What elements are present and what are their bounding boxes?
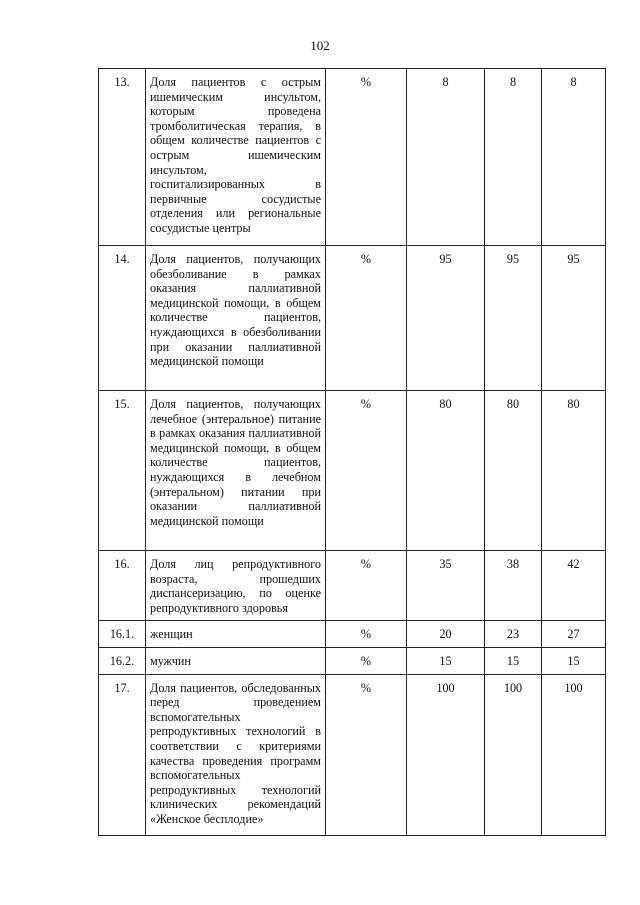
table-row: [99, 391, 606, 551]
unit-cell: %: [326, 246, 407, 391]
value-year-1: 8: [407, 69, 485, 246]
value-year-1: 95: [407, 246, 485, 391]
indicator-name: мужчин: [146, 647, 326, 674]
table-row: [99, 246, 606, 391]
page-number: 102: [310, 38, 330, 53]
value-year-2: 38: [485, 551, 542, 621]
indicator-name: Доля пациентов, получающих лечебное (энтеральное) питание в рамках оказания паллиативной медицинской помощи, в общем количестве пациентов, нуждающихся в лечебном (энтеральном) питании при оказании паллиативной медицинской помощи: [146, 391, 326, 551]
unit-cell: %: [326, 621, 407, 648]
unit-cell: %: [326, 391, 407, 551]
table-row: [99, 69, 606, 246]
unit-cell: %: [326, 69, 407, 246]
value-year-3: 8: [542, 69, 606, 246]
value-year-1: 15: [407, 647, 485, 674]
row-number: 16.: [99, 551, 146, 621]
value-year-2: 15: [485, 647, 542, 674]
value-year-2: 95: [485, 246, 542, 391]
value-year-3: 42: [542, 551, 606, 621]
indicator-name: Доля пациентов, получающих обезболивание в рамках оказания паллиативной медицинской помощи, в общем количестве пациентов, нуждающихся в обезболивании при оказании паллиативной медицинской помощи: [146, 246, 326, 391]
row-number: 16.1.: [99, 621, 146, 648]
unit-cell: %: [326, 647, 407, 674]
value-year-2: 23: [485, 621, 542, 648]
unit-cell: %: [326, 551, 407, 621]
value-year-2: 8: [485, 69, 542, 246]
row-number: 14.: [99, 246, 146, 391]
value-year-3: 27: [542, 621, 606, 648]
value-year-1: 80: [407, 391, 485, 551]
indicators-table: [98, 68, 606, 836]
table-row: [99, 647, 606, 674]
value-year-3: 95: [542, 246, 606, 391]
indicator-name: Доля пациентов, обследованных перед проведением вспомогательных репродуктивных технологий в соответствии с критериями качества проведения программ вспомогательных репродуктивных технологий клинических рекомендаций «Женское бесплодие»: [146, 674, 326, 835]
value-year-3: 100: [542, 674, 606, 835]
unit-cell: %: [326, 674, 407, 835]
indicator-name: женщин: [146, 621, 326, 648]
indicator-name: Доля пациентов с острым ишемическим инсультом, которым проведена тромболитическая терапия, в общем количестве пациентов с острым ишемическим инсультом, госпитализированных в первичные сосудистые отделения или региональные сосудистые центры: [146, 69, 326, 246]
value-year-1: 100: [407, 674, 485, 835]
row-number: 16.2.: [99, 647, 146, 674]
value-year-1: 35: [407, 551, 485, 621]
row-number: 17.: [99, 674, 146, 835]
value-year-3: 80: [542, 391, 606, 551]
value-year-2: 100: [485, 674, 542, 835]
value-year-3: 15: [542, 647, 606, 674]
value-year-2: 80: [485, 391, 542, 551]
indicator-name: Доля лиц репродуктивного возраста, прошедших диспансеризацию, по оценке репродуктивного здоровья: [146, 551, 326, 621]
table-row: [99, 621, 606, 648]
row-number: 15.: [99, 391, 146, 551]
row-number: 13.: [99, 69, 146, 246]
table-row: [99, 674, 606, 835]
value-year-1: 20: [407, 621, 485, 648]
table-row: [99, 551, 606, 621]
